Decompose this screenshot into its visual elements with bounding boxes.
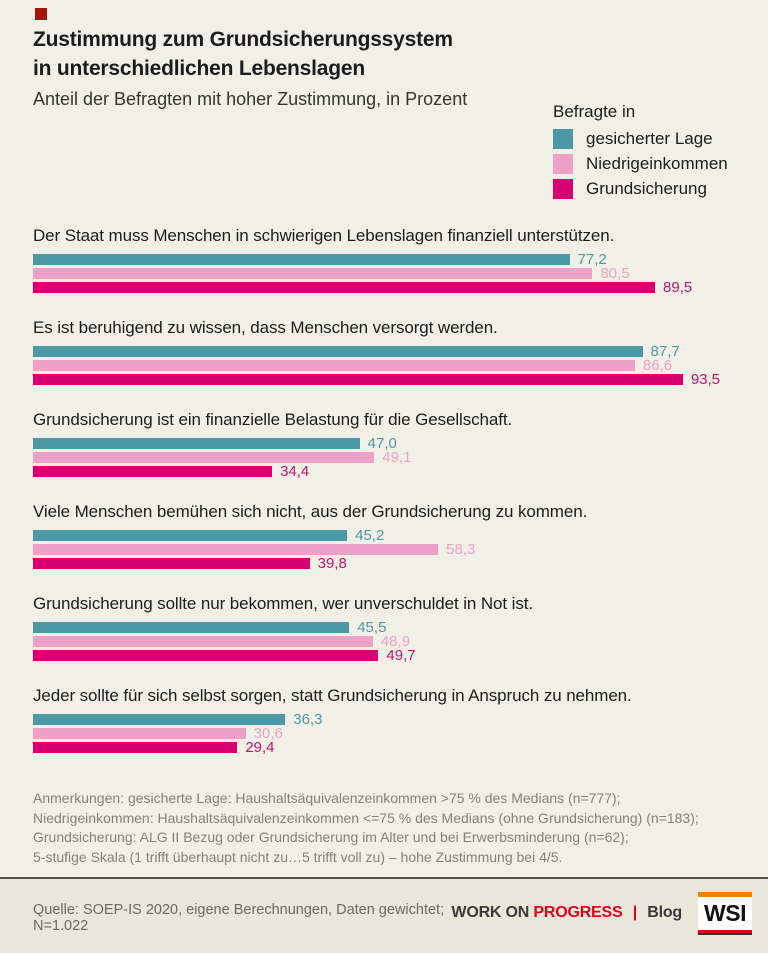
bar-value-label: 58,3: [446, 541, 476, 558]
bar-niedrigeinkommen: [33, 728, 246, 739]
bar-row-niedrigeinkommen: [33, 633, 728, 650]
bar-row-niedrigeinkommen: [33, 265, 728, 282]
bar-grundsicherung: [33, 282, 655, 293]
legend-title: Befragte in: [553, 102, 636, 121]
statement-label: Grundsicherung sollte nur bekommen, wer unverschuldet in Not ist.: [33, 594, 533, 613]
chart-subtitle: Anteil der Befragten mit hoher Zustimmung, in Prozent: [33, 89, 468, 109]
annotation-line: Anmerkungen: gesicherte Lage: Haushaltsäquivalenzeinkommen >75 % des Medians (n=777);: [33, 790, 621, 806]
annotation-line: Niedrigeinkommen: Haushaltsäquivalenzeinkommen <=75 % des Medians (ohne Grundsicherung) (n=183);: [33, 809, 699, 826]
bar-value-label: 45,5: [357, 619, 387, 636]
statement-label: Jeder sollte für sich selbst sorgen, statt Grundsicherung in Anspruch zu nehmen.: [33, 686, 632, 705]
legend-label: Grundsicherung: [586, 179, 707, 198]
bar-grundsicherung: [33, 742, 237, 753]
bar-niedrigeinkommen: [33, 636, 373, 647]
statement-label: Viele Menschen bemühen sich nicht, aus der Grundsicherung zu kommen.: [33, 502, 588, 521]
bar-row-niedrigeinkommen: [33, 449, 728, 466]
bar-row-gesicherter-lage: [33, 343, 728, 360]
brand-work-on: WORK ON: [451, 903, 530, 921]
bar-row-niedrigeinkommen: [33, 357, 728, 374]
bar-row-grundsicherung: [33, 739, 728, 756]
source-note: Quelle: SOEP-IS 2020, eigene Berechnungen, Daten gewichtet; N=1.022: [33, 902, 445, 934]
annotation-line: 5-stufige Skala (1 trifft überhaupt nicht zu…5 trifft voll zu) – hohe Zustimmung bei 4/5.: [33, 848, 563, 865]
bar-niedrigeinkommen: [33, 544, 438, 555]
brand-square: [35, 8, 47, 20]
bar-group: [33, 684, 735, 756]
bar-group: [33, 592, 735, 664]
page-title-line-1: Zustimmung zum Grundsicherungssystem: [33, 28, 453, 51]
annotation-line: Grundsicherung: ALG II Bezug oder Grundsicherung im Alter und bei Erwerbsminderung (n=62);: [33, 829, 629, 845]
legend-swatch-icon: [553, 154, 573, 174]
bar-value-label: 77,2: [577, 251, 607, 268]
bar-niedrigeinkommen: [33, 268, 592, 279]
bar-row-gesicherter-lage: [33, 711, 728, 728]
bar-value-label: 93,5: [690, 371, 721, 388]
footer: [0, 877, 768, 953]
legend-item-gesicherter-lage: [553, 129, 763, 149]
chart-header: [33, 25, 553, 110]
bar-grundsicherung: [33, 374, 683, 385]
bar-value-label: 49,7: [386, 647, 416, 664]
bar-gesicherter-lage: [33, 530, 347, 541]
bar-chart: [33, 224, 735, 776]
chart-annotations: [33, 789, 743, 867]
bar-grundsicherung: [33, 650, 378, 661]
bar-grundsicherung: [33, 558, 310, 569]
bar-value-label: 87,7: [650, 343, 680, 360]
bar-row-gesicherter-lage: [33, 435, 728, 452]
statement-label: Es ist beruhigend zu wissen, dass Menschen versorgt werden.: [33, 318, 498, 337]
statement-label: Der Staat muss Menschen in schwierigen Lebenslagen finanziell unterstützen.: [33, 226, 615, 245]
bar-gesicherter-lage: [33, 346, 643, 357]
work-on-progress-brand: [451, 904, 682, 922]
bar-value-label: 80,5: [600, 265, 630, 282]
legend-label: gesicherter Lage: [586, 129, 713, 148]
legend-swatch-icon: [553, 179, 573, 199]
bar-value-label: 30,6: [253, 725, 283, 742]
bar-row-niedrigeinkommen: [33, 725, 728, 742]
bar-row-niedrigeinkommen: [33, 541, 728, 558]
bar-group: [33, 316, 735, 388]
wsi-logo[interactable]: [698, 892, 752, 933]
brand-progress: PROGRESS: [533, 903, 623, 921]
bar-gesicherter-lage: [33, 438, 360, 449]
bar-value-label: 49,1: [382, 449, 412, 466]
bar-value-label: 29,4: [245, 739, 275, 756]
legend-item-grundsicherung: [553, 179, 763, 199]
bar-niedrigeinkommen: [33, 360, 635, 371]
bar-group: [33, 224, 735, 296]
bar-value-label: 45,2: [355, 527, 385, 544]
bar-grundsicherung: [33, 466, 272, 477]
bar-value-label: 89,5: [663, 279, 693, 296]
bar-gesicherter-lage: [33, 622, 349, 633]
blog-link[interactable]: Blog: [647, 903, 682, 921]
bar-row-gesicherter-lage: [33, 619, 728, 636]
brand-separator: |: [632, 903, 637, 921]
bar-value-label: 34,4: [280, 463, 310, 480]
bar-row-grundsicherung: [33, 463, 728, 480]
bar-group: [33, 408, 735, 480]
legend-item-niedrigeinkommen: [553, 154, 763, 174]
bar-row-grundsicherung: [33, 647, 728, 664]
bar-row-grundsicherung: [33, 279, 728, 296]
footer-branding: [451, 892, 752, 933]
bar-group: [33, 500, 735, 572]
bar-row-gesicherter-lage: [33, 251, 728, 268]
bar-niedrigeinkommen: [33, 452, 374, 463]
bar-value-label: 48,9: [380, 633, 411, 650]
bar-row-grundsicherung: [33, 555, 728, 572]
bar-value-label: 36,3: [293, 711, 323, 728]
bar-row-gesicherter-lage: [33, 527, 728, 544]
legend-swatch-icon: [553, 129, 573, 149]
bar-value-label: 86,6: [642, 357, 673, 374]
chart-legend: [553, 102, 763, 204]
bar-gesicherter-lage: [33, 254, 570, 265]
wsi-logo-text: WSI: [704, 900, 746, 926]
legend-label: Niedrigeinkommen: [586, 154, 728, 173]
bar-value-label: 47,0: [367, 435, 397, 452]
statement-label: Grundsicherung ist ein finanzielle Belastung für die Gesellschaft.: [33, 410, 513, 429]
bar-value-label: 39,8: [317, 555, 347, 572]
bar-row-grundsicherung: [33, 371, 728, 388]
bar-gesicherter-lage: [33, 714, 285, 725]
page-title-line-2: in unterschiedlichen Lebenslagen: [33, 57, 366, 80]
